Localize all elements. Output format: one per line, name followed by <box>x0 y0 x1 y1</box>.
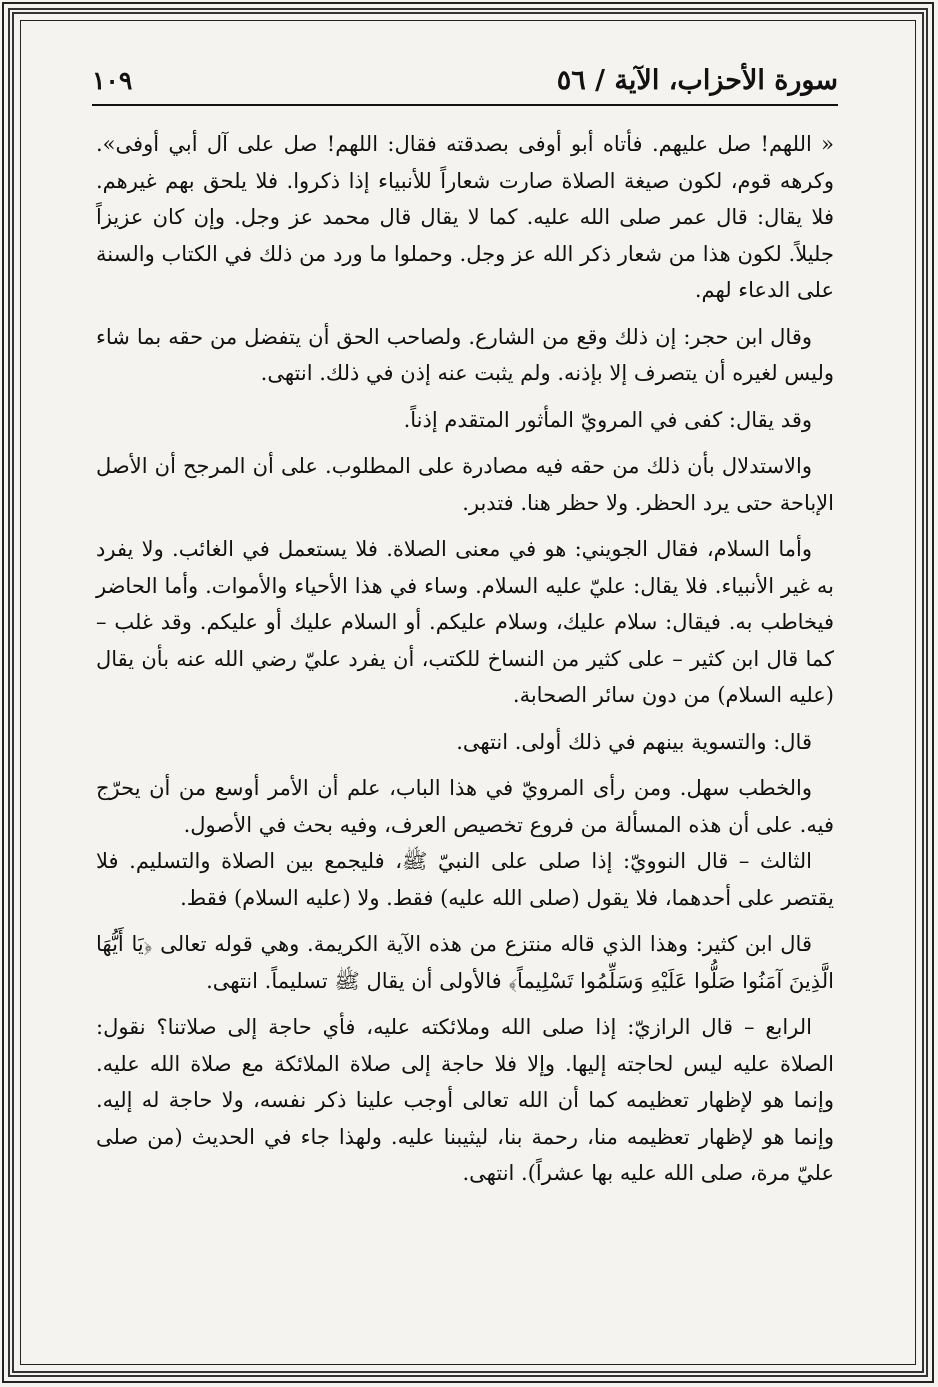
page-body <box>96 126 834 1202</box>
paragraph: والخطب سهل. ومن رأى المرويّ في هذا الباب، علم أن الأمر أوسع من أن يحرّج فيه. على أن هذه المسألة من فروع تخصيص العرف، وفيه بحث في الأصول. <box>96 776 834 837</box>
page-number: ١٠٩ <box>92 65 133 95</box>
paragraph: قال ابن كثير: وهذا الذي قاله منتزع من هذه الآية الكريمة. وهي قوله تعالى ﴿يَا أَيُّهَا الَّذِينَ آمَنُوا صَلُّوا عَلَيْهِ وَسَلِّمُوا تَسْلِيماً﴾ فالأولى أن يقال ﷺ تسليماً. انتهى. <box>96 932 834 993</box>
paragraph: وأما السلام، فقال الجويني: هو في معنى الصلاة. فلا يستعمل في الغائب. ولا يفرد به غير الأنبياء. فلا يقال: عليّ عليه السلام. وساء في هذا الأحياء والأموات. وأما الحاضر فيخاطب به. فيقال: سلام عليك، وسلام عليكم. أو السلام عليك أو عليكم. وقد غلب – كما قال ابن كثير – على كثير من النساخ للكتب، أن يفرد عليّ رضي الله عنه بأن يقال (عليه السلام) من دون سائر الصحابة. <box>96 537 834 707</box>
header-rule <box>92 104 838 106</box>
running-title: سورة الأحزاب، الآية / ٥٦ <box>556 64 838 96</box>
paragraph: الرابع – قال الرازيّ: إذا صلى الله وملائكته عليه، فأي حاجة إلى صلاتنا؟ نقول: الصلاة عليه ليس لحاجته إليها. وإلا فلا حاجة إلى صلاة الملائكة مع صلاة الله عليه. وإنما هو لإظهار تعظيمه كما أن الله تعالى أوجب علينا ذكر نفسه، ولا حاجة له إليه. وإنما هو لإظهار تعظيمه منا، رحمة بنا، ليثيبنا عليه. ولهذا جاء في الحديث (من صلى عليّ مرة، صلى الله عليه بها عشراً). انتهى. <box>96 1015 834 1185</box>
paragraph: والاستدلال بأن ذلك من حقه فيه مصادرة على المطلوب. على أن المرجح أن الأصل الإباحة حتى يرد الحظر. ولا حظر هنا. فتدبر. <box>96 454 834 515</box>
paragraph: الثالث – قال النوويّ: إذا صلى على النبيّ ﷺ، فليجمع بين الصلاة والتسليم. فلا يقتصر على أحدهما، فلا يقول (صلى الله عليه) فقط. ولا (عليه السلام) فقط. <box>96 849 834 910</box>
paragraph: وقد يقال: كفى في المرويّ المأثور المتقدم إذناً. <box>403 407 812 432</box>
paragraph: قال: والتسوية بينهم في ذلك أولى. انتهى. <box>456 729 812 754</box>
running-header <box>92 58 838 102</box>
paragraph: « اللهم! صل عليهم. فأتاه أبو أوفى بصدقته فقال: اللهم! صل على آل أبي أوفى». وكرهه قوم، لكون صيغة الصلاة صارت شعاراً للأنبياء إذا ذكروا. فلا يلحق بهم غيرهم. فلا يقال: قال عمر صلى الله عليه. كما لا يقال قال محمد عز وجل. وإن كان عزيزاً جليلاً. لكون هذا من شعار ذكر الله عز وجل. وحملوا ما ورد من ذلك في الكتاب والسنة على الدعاء لهم. <box>96 132 834 302</box>
paragraph: وقال ابن حجر: إن ذلك وقع من الشارع. ولصاحب الحق أن يتفضل من حقه بما شاء وليس لغيره أن يتصرف إلا بإذنه. ولم يثبت عنه إذن في ذلك. انتهى. <box>96 324 834 385</box>
